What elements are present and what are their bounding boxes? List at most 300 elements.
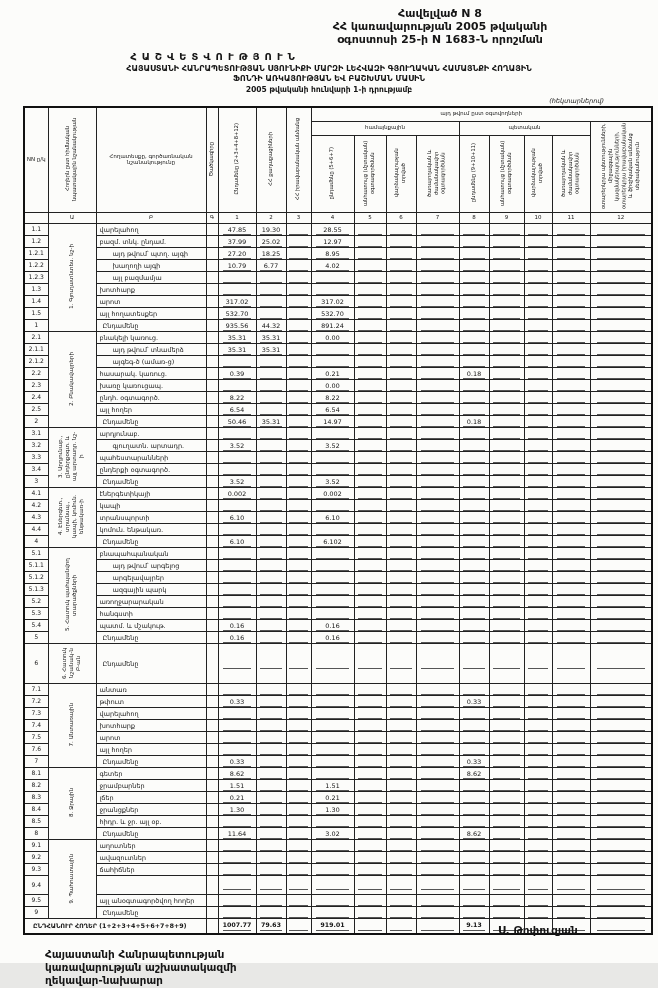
value-cell [286,720,311,732]
land-type-label: այդ թվում՝ պտղ. այգի [96,248,206,260]
land-type-label: կապի [96,500,206,512]
value-cell [416,284,459,296]
value-cell [386,572,416,584]
code-cell [206,876,218,895]
column-number: Ա [48,213,96,224]
value-text [557,598,586,607]
value-cell [552,392,590,404]
value-text [597,262,645,271]
value-cell [590,320,652,332]
value-cell [552,260,590,272]
value-text [528,574,549,583]
value-cell [218,308,256,320]
value-text [260,274,282,283]
signature-name: Ս. Թոփուզյան [498,925,578,937]
value-cell [590,780,652,792]
col-header-5 [354,136,386,213]
value-cell [354,792,386,804]
value-text [260,454,282,463]
value-text [528,770,549,779]
value-cell [256,684,286,696]
value-text [597,830,645,839]
value-text [390,286,412,295]
value-text [260,660,282,669]
value-cell [590,919,652,935]
value-text [260,686,282,695]
value-text [528,334,549,343]
value-text [421,334,454,343]
value-text [557,610,586,619]
value-text [597,322,645,331]
value-cell [311,284,354,296]
value-cell [386,895,416,907]
value-text [493,746,519,755]
value-text [358,586,382,595]
value-cell [416,560,459,572]
value-cell [524,572,552,584]
value-text [557,526,586,535]
value-text [289,394,307,403]
value-text [223,722,252,731]
value-text [390,238,412,247]
value-cell [256,464,286,476]
value-text [421,574,454,583]
value-text [493,262,519,271]
value-text [421,478,454,487]
value-text [557,842,586,851]
value-text [493,782,519,791]
value-cell [552,296,590,308]
value-text [493,634,519,643]
value-cell [590,368,652,380]
value-text [260,574,282,583]
value-text [557,238,586,247]
value-cell [590,792,652,804]
value-text [528,490,549,499]
value-cell [416,224,459,236]
code-cell [206,500,218,512]
row-number: 7.2 [24,696,48,708]
value-text [597,310,645,319]
value-cell [311,828,354,840]
table-row [24,512,652,524]
value-cell [311,428,354,440]
value-text [463,250,485,259]
value-cell [256,512,286,524]
value-text [289,502,307,511]
row-number: 5 [24,632,48,644]
value-text [421,382,454,391]
value-cell [416,380,459,392]
value-cell [489,536,524,548]
code-cell [206,272,218,284]
value-cell [489,804,524,816]
value-cell [459,500,489,512]
value-text [358,806,382,815]
value-cell [416,464,459,476]
value-cell [256,744,286,756]
row-number: 1 [24,320,48,332]
value-cell [489,548,524,560]
value-text [493,358,519,367]
value-cell [416,608,459,620]
value-cell [386,404,416,416]
value-text [528,586,549,595]
value-cell [386,907,416,919]
table-row [24,768,652,780]
row-number: 1.2.1 [24,248,48,260]
value-text [557,550,586,559]
value-text [463,562,485,571]
value-cell [286,464,311,476]
value-cell [218,732,256,744]
col-header-2 [256,107,286,213]
value-text [358,660,382,669]
code-cell [206,320,218,332]
value-text [421,406,454,415]
value-cell [459,876,489,895]
value-cell [386,720,416,732]
value-cell [552,404,590,416]
value-text [390,830,412,839]
value-text: 532.70 [223,310,252,319]
value-text [597,454,645,463]
value-cell [311,392,354,404]
value-cell [552,596,590,608]
value-cell [311,452,354,464]
land-type-label: արգելավայրեր [96,572,206,584]
row-number: 1.5 [24,308,48,320]
value-text: 10.79 [223,262,252,271]
value-text: 317.02 [223,298,252,307]
value-text [223,274,252,283]
value-text [358,622,382,631]
value-cell [524,332,552,344]
value-text [528,262,549,271]
value-text [463,598,485,607]
value-text [493,909,519,918]
value-cell [416,548,459,560]
table-row [24,296,652,308]
value-cell [286,608,311,620]
value-text [390,526,412,535]
value-cell [590,828,652,840]
value-text [390,782,412,791]
value-text [463,502,485,511]
value-cell [552,476,590,488]
value-cell [256,380,286,392]
value-text [493,250,519,259]
table-row [24,620,652,632]
value-text [557,262,586,271]
value-text [463,722,485,731]
value-text [316,466,349,475]
value-cell [590,548,652,560]
value-text [358,250,382,259]
value-text [316,818,349,827]
row-number: 3 [24,476,48,488]
value-text [528,550,549,559]
table-row [24,320,652,332]
value-text [316,430,349,439]
value-cell [354,488,386,500]
value-text [289,298,307,307]
value-cell [590,296,652,308]
row-number: 8.3 [24,792,48,804]
value-cell [256,416,286,428]
value-cell [286,368,311,380]
appendix-block [250,7,630,46]
value-cell [354,756,386,768]
value-text [223,586,252,595]
value-text: 0.00 [316,382,349,391]
value-cell [552,572,590,584]
value-cell [489,260,524,272]
value-cell [416,876,459,895]
value-text [493,842,519,851]
value-text [358,466,382,475]
value-text [557,794,586,803]
value-text [493,830,519,839]
value-text: 532.70 [316,310,349,319]
value-cell [416,260,459,272]
land-type-label: Ընդամենը [96,416,206,428]
value-text [463,881,485,890]
value-cell [590,560,652,572]
value-text [528,454,549,463]
land-type-label: խոտհարք [96,720,206,732]
value-text [597,550,645,559]
value-cell [459,356,489,368]
value-text [316,274,349,283]
value-cell [386,236,416,248]
value-text [421,394,454,403]
value-cell [218,919,256,935]
value-cell [218,744,256,756]
value-cell [590,416,652,428]
value-text [260,394,282,403]
value-cell [386,804,416,816]
value-cell [354,876,386,895]
value-cell [386,684,416,696]
table-row [24,416,652,428]
value-text [597,466,645,475]
value-text [493,226,519,235]
value-cell [524,524,552,536]
row-number: 3.1 [24,428,48,440]
value-text: 6.10 [223,538,252,547]
value-cell [354,512,386,524]
value-cell [354,632,386,644]
value-text [528,238,549,247]
value-text [260,854,282,863]
value-cell [354,536,386,548]
value-text [557,622,586,631]
value-text [597,442,645,451]
section-label [48,224,96,332]
value-text [557,538,586,547]
value-cell [218,248,256,260]
value-cell [590,756,652,768]
value-cell [354,344,386,356]
value-cell [386,440,416,452]
value-text [421,262,454,271]
value-text [358,394,382,403]
value-cell [311,720,354,732]
value-cell [311,895,354,907]
value-text [358,334,382,343]
section-label-text: 8. Ջրային [68,788,75,818]
value-text [493,866,519,875]
value-text [358,722,382,731]
row-number: 1.2.2 [24,260,48,272]
table-row [24,584,652,596]
value-cell [416,320,459,332]
value-cell [354,284,386,296]
row-number: 3.2 [24,440,48,452]
value-text [528,406,549,415]
value-cell [386,840,416,852]
value-cell [256,308,286,320]
value-text [223,854,252,863]
value-cell [590,720,652,732]
footer-line: ղեկավար-նախարար [45,975,163,988]
value-text [597,394,645,403]
value-cell [256,804,286,816]
report-title: ՀԱՇՎԵՏՎՈՒԹՅՈՒՆ [130,52,300,63]
value-cell [286,756,311,768]
value-cell [256,488,286,500]
value-cell [552,708,590,720]
value-text: 12.97 [316,238,349,247]
value-cell [286,572,311,584]
value-text [289,358,307,367]
value-text [289,710,307,719]
value-text [390,370,412,379]
value-text [463,346,485,355]
value-text [557,818,586,827]
value-cell [524,684,552,696]
value-text [528,274,549,283]
value-text [421,310,454,319]
value-cell [386,828,416,840]
column-number: Բ [96,213,206,224]
value-text [528,794,549,803]
value-cell [590,404,652,416]
value-text [223,746,252,755]
value-text [493,562,519,571]
table-row [24,308,652,320]
value-cell [218,404,256,416]
land-type-label: բազմ. տնկ. ընդամ. [96,236,206,248]
value-text [463,442,485,451]
value-text [557,502,586,511]
value-cell [286,284,311,296]
value-cell [459,524,489,536]
value-cell [218,428,256,440]
value-text [463,660,485,669]
value-cell [286,308,311,320]
value-cell [459,644,489,684]
value-cell [524,756,552,768]
value-text [421,634,454,643]
col-header-code [206,107,218,213]
value-text [289,526,307,535]
value-text [260,286,282,295]
value-cell [386,708,416,720]
value-cell [311,248,354,260]
value-cell [489,392,524,404]
value-cell [416,584,459,596]
value-cell [218,792,256,804]
section-label [48,428,96,488]
value-cell [416,756,459,768]
value-text [421,842,454,851]
table-row [24,464,652,476]
value-text [493,574,519,583]
value-text [289,370,307,379]
value-cell [459,236,489,248]
value-cell [489,428,524,440]
value-text [421,490,454,499]
value-text [493,382,519,391]
value-text: 44.32 [261,321,281,330]
value-text [316,710,349,719]
value-text [289,490,307,499]
value-cell [459,560,489,572]
value-cell [311,440,354,452]
column-number [24,213,48,224]
value-text [390,466,412,475]
value-cell [552,512,590,524]
value-cell [256,344,286,356]
row-number: 7 [24,756,48,768]
value-text [528,710,549,719]
value-cell [256,696,286,708]
value-cell [256,584,286,596]
land-type-label: հիդր. և ջր. այլ օբ. [96,816,206,828]
value-text: 0.33 [223,758,252,767]
value-text [289,454,307,463]
table-row [24,684,652,696]
code-cell [206,380,218,392]
value-text [463,782,485,791]
value-text [358,418,382,427]
value-text [358,538,382,547]
value-cell [552,344,590,356]
value-text [421,830,454,839]
value-cell [489,224,524,236]
value-cell [416,308,459,320]
value-cell [218,620,256,632]
value-cell [459,744,489,756]
value-text: 317.02 [316,298,349,307]
value-text: 3.52 [316,478,349,487]
value-text [260,478,282,487]
value-cell [311,560,354,572]
value-text [316,502,349,511]
value-cell [489,296,524,308]
section-label-text: 5. Հատուկ պահպանվող տարածքների [65,558,78,632]
value-cell [286,768,311,780]
row-number: 8.4 [24,804,48,816]
value-cell [354,416,386,428]
value-cell [311,708,354,720]
value-text [223,881,252,890]
value-cell [590,524,652,536]
value-cell [218,584,256,596]
value-cell [256,720,286,732]
